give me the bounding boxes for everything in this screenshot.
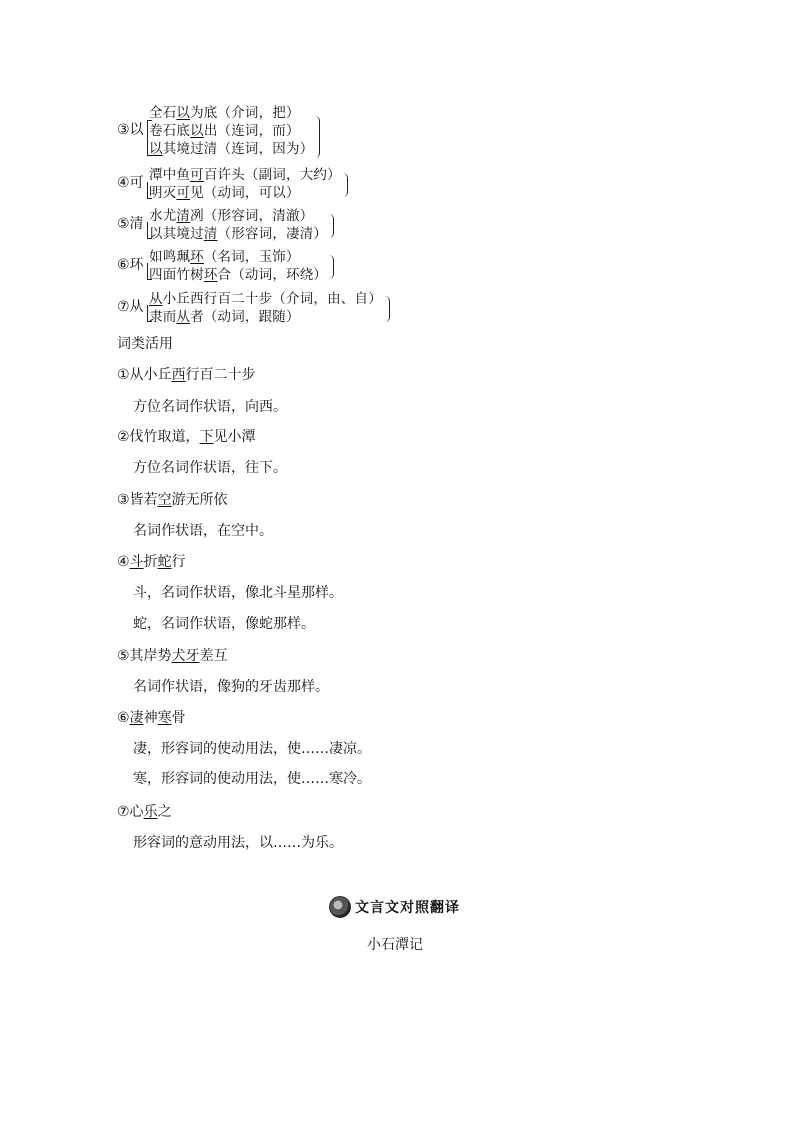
explanation: 方位名词作状语，往下。: [133, 460, 287, 476]
explanation: 方位名词作状语，向西。: [133, 399, 287, 415]
explanation: 凄，形容词的使动用法，使……凄凉。: [133, 741, 371, 757]
right-bracket: [343, 173, 348, 197]
usage-line: 明灭可见（动词，可以）: [149, 185, 300, 201]
globe-logo-icon: [329, 896, 351, 918]
usage-line: 以其境过清（连词，因为）: [149, 141, 314, 157]
usage-line: 潭中鱼可百许头（副词，大约）: [149, 167, 341, 183]
article-title: 小石潭记: [367, 937, 423, 953]
polysemy-group-qing: [117, 204, 377, 242]
usage-line: 以其境过清（形容词，凄清）: [149, 226, 328, 242]
usage-line: 从小丘西行百二十步（介词，由、自）: [149, 291, 382, 307]
polysemy-group-ke: [117, 163, 377, 201]
usage-line: 隶而从者（动词，跟随）: [149, 309, 300, 325]
example-item: ②伐竹取道，下见小潭: [117, 429, 256, 445]
group-label: ⑦从: [117, 299, 144, 315]
explanation: 斗，名词作状语，像北斗星那样。: [133, 585, 343, 601]
polysemy-group-yi: [117, 101, 377, 157]
usage-line: 卷石底以出（连词，而）: [149, 123, 300, 139]
section-heading: 词类活用: [117, 336, 173, 352]
explanation: 蛇，名词作状语，像蛇那样。: [133, 616, 315, 632]
usage-line: 如鸣珮环（名词，玉饰）: [149, 249, 300, 265]
example-item: ③皆若空游无所依: [117, 492, 228, 508]
example-item: ⑤其岸势犬牙差互: [117, 648, 228, 664]
right-bracket: [329, 255, 334, 279]
example-item: ⑦心乐之: [117, 804, 172, 820]
group-label: ⑥环: [117, 257, 144, 273]
group-label: ③以: [117, 122, 144, 138]
usage-line: 全石以为底（介词，把）: [149, 105, 300, 121]
group-label: ⑤清: [117, 216, 144, 232]
example-item: ⑥凄神寒骨: [117, 710, 186, 726]
usage-line: 水尤清冽（形容词，清澈）: [149, 208, 314, 224]
explanation: 形容词的意动用法，以……为乐。: [133, 835, 343, 851]
usage-line: 四面竹树环合（动词，环绕）: [149, 267, 328, 283]
right-bracket: [385, 296, 390, 322]
right-bracket: [315, 116, 320, 158]
example-item: ④斗折蛇行: [117, 554, 186, 570]
polysemy-group-huan: [117, 245, 377, 283]
polysemy-group-cong: [117, 286, 397, 324]
right-bracket: [329, 214, 334, 238]
explanation: 寒，形容词的使动用法，使……寒冷。: [133, 771, 371, 787]
group-label: ④可: [117, 175, 144, 191]
explanation: 名词作状语，像狗的牙齿那样。: [133, 679, 329, 695]
translation-section-title: [329, 896, 460, 918]
explanation: 名词作状语，在空中。: [133, 523, 273, 539]
section-title-text: 文言文对照翻译: [355, 900, 460, 916]
example-item: ①从小丘西行百二十步: [117, 367, 256, 383]
